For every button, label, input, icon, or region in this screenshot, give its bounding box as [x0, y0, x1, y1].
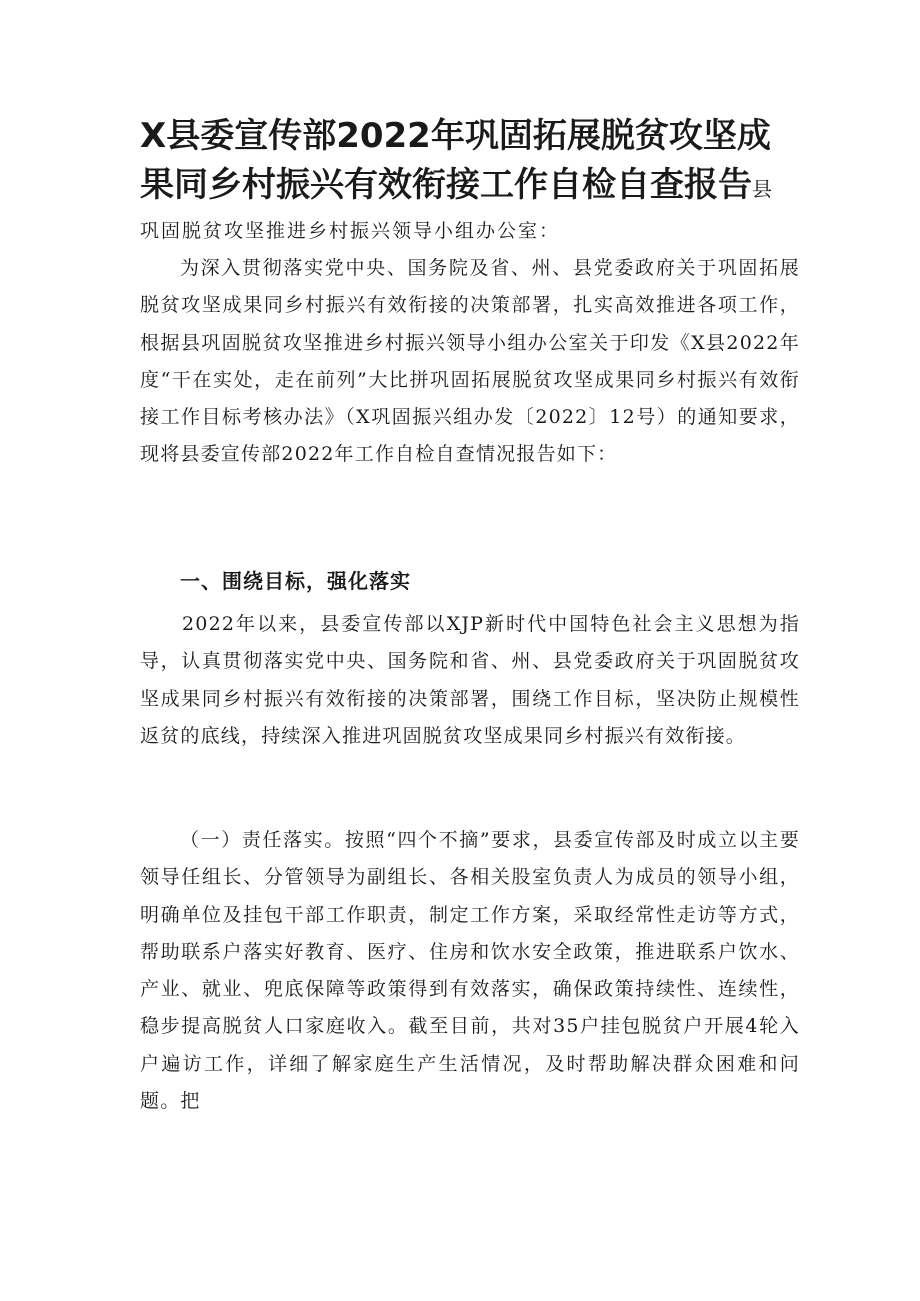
- title-line-1: X县委宣传部2022年巩固拓展脱贫攻坚成: [140, 116, 771, 156]
- title-line-2-text: 果同乡村振兴有效衔接工作自检自查报告: [140, 165, 752, 205]
- section-1-paragraph: 2022年以来，县委宣传部以XJP新时代中国特色社会主义思想为指导，认真贯彻落实党中央、国务院和省、州、县党委政府关于巩固脱贫攻坚成果同乡村振兴有效衔接的决策部署，围绕工作目标，坚决防止规模性返贫的底线，持续深入推进巩固脱贫攻坚成果同乡村振兴有效衔接。: [140, 613, 800, 747]
- addressee-line: 巩固脱贫攻坚推进乡村振兴领导小组办公室：: [140, 220, 561, 242]
- subsection-1-paragraph: （一）责任落实。按照“四个不摘”要求，县委宣传部及时成立以主要领导任组长、分管领导为副组长、各相关股室负责人为成员的领导小组，明确单位及挂包干部工作职责，制定工作方案，采取经常性走访等方式，帮助联系户落实好教育、医疗、住房和饮水安全政策，推进联系户饮水、产业、就业、兜底保障等政策得到有效落实，确保政策持续性、连续性，稳步提高脱贫人口家庭收入。截至目前，共对35户挂包脱贫户开展4轮入户遍访工作，详细了解家庭生产生活情况，及时帮助解决群众困难和问题。把: [140, 829, 800, 1113]
- title-line-2: [140, 161, 800, 214]
- section-1-heading: 一、围绕目标，强化落实: [180, 569, 411, 593]
- title-tail-text: 县: [752, 177, 772, 201]
- intro-paragraph: 为深入贯彻落实党中央、国务院及省、州、县党委政府关于巩固拓展脱贫攻坚成果同乡村振兴有效衔接的决策部署，扎实高效推进各项工作，根据县巩固脱贫攻坚推进乡村振兴领导小组办公室关于印发《X县2022年度“干在实处，走在前列”大比拼巩固拓展脱贫攻坚成果同乡村振兴有效衔接工作目标考核办法》（X巩固振兴组办发〔2022〕12号）的通知要求，现将县委宣传部2022年工作自检自查情况报告如下：: [140, 257, 800, 466]
- document-title: [140, 112, 800, 214]
